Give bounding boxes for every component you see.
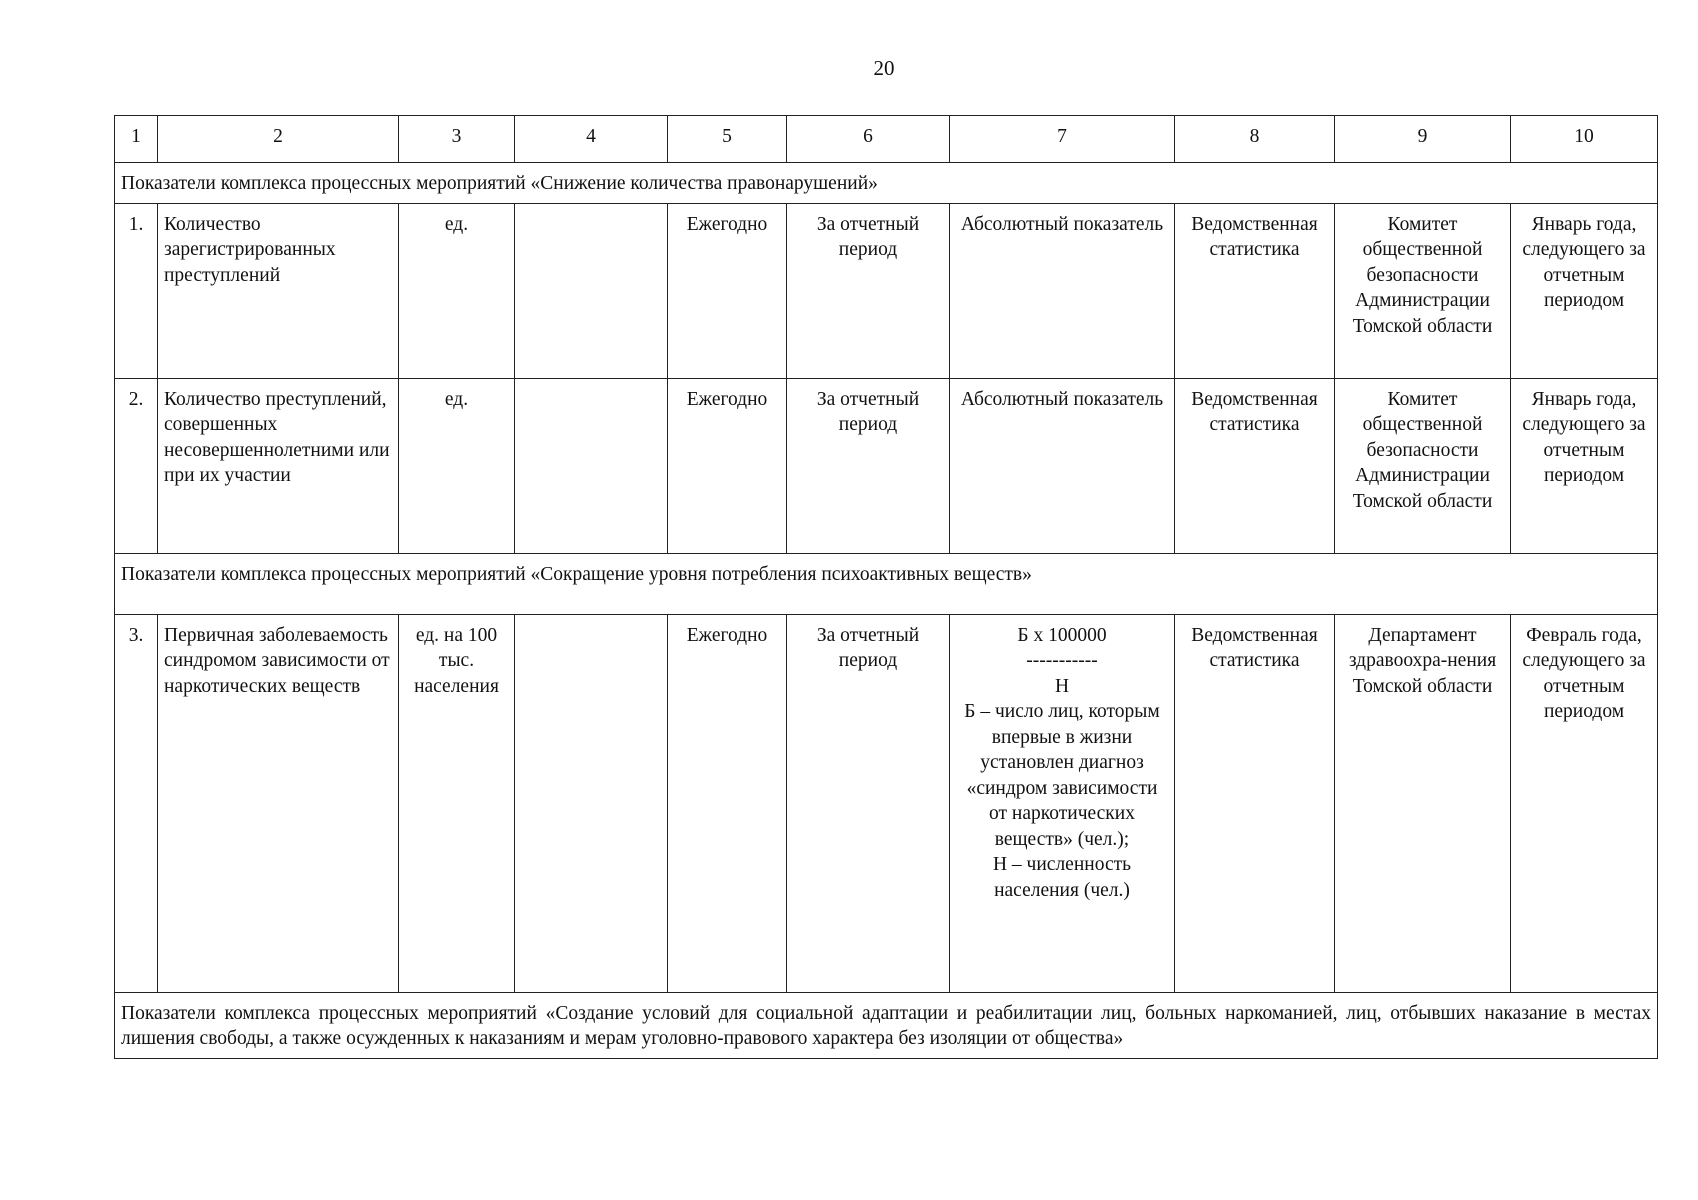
column-number-row bbox=[115, 116, 1658, 163]
row-number: 3. bbox=[115, 614, 158, 992]
indicator-name: Количество зарегистрированных преступлений bbox=[158, 203, 399, 378]
source-cell: Ведомственная статистика bbox=[1175, 378, 1335, 553]
column-header: 1 bbox=[115, 116, 158, 163]
formula-legend-h: Н – численность населения (чел.) bbox=[992, 854, 1132, 901]
period-cell: За отчетный период bbox=[787, 203, 950, 378]
empty-cell bbox=[515, 203, 668, 378]
method-cell: Абсолютный показатель bbox=[950, 203, 1175, 378]
deadline-cell: Февраль года, следующего за отчетным периодом bbox=[1511, 614, 1658, 992]
empty-cell bbox=[515, 378, 668, 553]
formula-fraction-line: ----------- bbox=[1026, 650, 1098, 671]
indicator-name: Количество преступлений, совершенных несовершеннолетними или при их участии bbox=[158, 378, 399, 553]
column-header: 6 bbox=[787, 116, 950, 163]
method-cell bbox=[950, 614, 1175, 992]
section-title: Показатели комплекса процессных мероприятий «Создание условий для социальной адаптации и реабилитации лиц, больных наркоманией, лиц, отбывших наказание в местах лишения свободы, а также осужденных к наказаниям и мерам уголовно-правового характера без изоляции от общества» bbox=[115, 992, 1658, 1058]
source-cell: Ведомственная статистика bbox=[1175, 614, 1335, 992]
section-header-row bbox=[115, 992, 1658, 1058]
row-number: 1. bbox=[115, 203, 158, 378]
column-header: 3 bbox=[399, 116, 515, 163]
source-cell: Ведомственная статистика bbox=[1175, 203, 1335, 378]
formula-denominator: Н bbox=[1054, 675, 1070, 697]
period-cell: За отчетный период bbox=[787, 378, 950, 553]
empty-cell bbox=[515, 614, 668, 992]
responsible-cell: Департамент здравоохра-нения Томской области bbox=[1335, 614, 1511, 992]
column-header: 7 bbox=[950, 116, 1175, 163]
table-row bbox=[115, 203, 1658, 378]
column-header: 5 bbox=[668, 116, 787, 163]
column-header: 9 bbox=[1335, 116, 1511, 163]
indicator-name: Первичная заболеваемость синдромом зависимости от наркотических веществ bbox=[158, 614, 399, 992]
table-row bbox=[115, 614, 1658, 992]
table-row bbox=[115, 378, 1658, 553]
row-number: 2. bbox=[115, 378, 158, 553]
unit-cell: ед. bbox=[399, 203, 515, 378]
column-header: 4 bbox=[515, 116, 668, 163]
frequency-cell: Ежегодно bbox=[668, 378, 787, 553]
frequency-cell: Ежегодно bbox=[668, 614, 787, 992]
deadline-cell: Январь года, следующего за отчетным периодом bbox=[1511, 203, 1658, 378]
indicators-table bbox=[114, 115, 1658, 1059]
formula-legend-b: Б – число лиц, которым впервые в жизни установлен диагноз «синдром зависимости от наркотических веществ» (чел.); bbox=[964, 701, 1160, 850]
section-title: Показатели комплекса процессных мероприятий «Сокращение уровня потребления психоактивных веществ» bbox=[115, 553, 1658, 614]
page-number: 20 bbox=[873, 56, 895, 80]
period-cell: За отчетный период bbox=[787, 614, 950, 992]
unit-cell: ед. на 100 тыс. населения bbox=[399, 614, 515, 992]
unit-cell: ед. bbox=[399, 378, 515, 553]
formula-numerator: Б х 100000 bbox=[1017, 624, 1107, 646]
responsible-cell: Комитет общественной безопасности Администрации Томской области bbox=[1335, 203, 1511, 378]
section-header-row bbox=[115, 553, 1658, 614]
deadline-cell: Январь года, следующего за отчетным периодом bbox=[1511, 378, 1658, 553]
column-header: 10 bbox=[1511, 116, 1658, 163]
frequency-cell: Ежегодно bbox=[668, 203, 787, 378]
responsible-cell: Комитет общественной безопасности Администрации Томской области bbox=[1335, 378, 1511, 553]
section-header-row bbox=[115, 163, 1658, 204]
method-cell: Абсолютный показатель bbox=[950, 378, 1175, 553]
column-header: 2 bbox=[158, 116, 399, 163]
section-title: Показатели комплекса процессных мероприятий «Снижение количества правонарушений» bbox=[115, 163, 1658, 204]
column-header: 8 bbox=[1175, 116, 1335, 163]
